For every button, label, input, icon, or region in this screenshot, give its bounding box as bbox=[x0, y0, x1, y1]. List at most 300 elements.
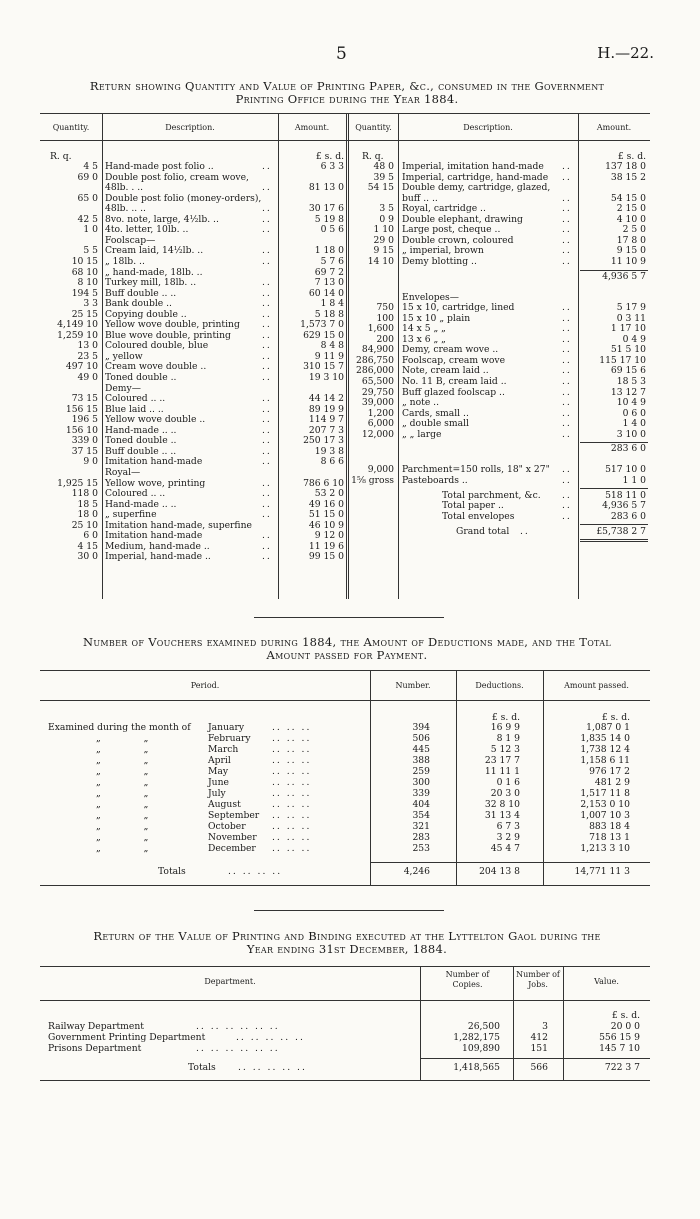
table1-header-description-right: Description. bbox=[463, 123, 513, 132]
row-quantity: 286,750 bbox=[356, 354, 394, 366]
row-leader-dots: .. .. .. .. .. .. bbox=[196, 1043, 280, 1054]
period-month: August bbox=[208, 799, 241, 810]
period-ditto: „ „ bbox=[96, 832, 169, 843]
row-amount: 0 6 0 bbox=[622, 407, 646, 419]
voucher-passed: 481 2 9 bbox=[594, 777, 630, 788]
row-description: Buff double .. .. bbox=[105, 287, 177, 299]
period-ditto: „ „ bbox=[96, 777, 169, 788]
table1-title-line2: Printing Office during the Year 1884. bbox=[235, 92, 459, 106]
row-quantity: 156 15 bbox=[65, 403, 98, 415]
row-amount: 99 15 0 bbox=[308, 551, 344, 563]
row-quantity: 42 5 bbox=[77, 213, 98, 225]
row-leader-dots: .. bbox=[262, 298, 272, 310]
row-description: Double crown, coloured bbox=[402, 234, 514, 246]
row-description: Hand-made post folio .. bbox=[105, 161, 214, 172]
row-description: Blue laid .. .. bbox=[105, 403, 164, 415]
total-amount: 4,936 5 7 bbox=[602, 500, 646, 512]
grand-total-rule bbox=[580, 539, 648, 542]
period-ditto: „ „ bbox=[96, 788, 169, 799]
row-leader-dots: .. .. .. .. .. bbox=[236, 1032, 305, 1043]
row-description: Double elephant, drawing bbox=[402, 213, 523, 225]
row-quantity: 4 5 bbox=[83, 161, 98, 172]
row-quantity: 4,149 10 bbox=[57, 319, 98, 331]
table1-header-quantity: Quantity. bbox=[52, 123, 90, 132]
row-description: Toned double .. bbox=[105, 372, 177, 383]
table2-header-number: Number. bbox=[395, 681, 431, 690]
row-leader-dots: .. bbox=[262, 340, 272, 352]
department-name: Railway Department bbox=[48, 1021, 144, 1032]
table1-header-amount: Amount. bbox=[294, 123, 330, 132]
period-ditto: „ „ bbox=[96, 744, 169, 755]
row-amount: 10 4 9 bbox=[616, 397, 646, 409]
row-description: Royal— bbox=[105, 466, 141, 478]
table2-header-period: Period. bbox=[190, 681, 220, 690]
table2-totals-row bbox=[0, 867, 700, 878]
row-description: 13 x 6 „ „ bbox=[402, 333, 446, 345]
right-table-row bbox=[0, 183, 700, 194]
row-quantity: 65 0 bbox=[77, 192, 98, 204]
row-leader-dots: .. bbox=[262, 308, 272, 320]
row-amount: 0 5 6 bbox=[320, 224, 344, 236]
row-description: Yellow wove double .. bbox=[105, 414, 206, 426]
unit-deductions: £ s. d. bbox=[491, 712, 520, 723]
department-name: Government Printing Department bbox=[48, 1032, 206, 1043]
row-description: Yellow wove, printing bbox=[105, 477, 206, 489]
row-quantity: 84,900 bbox=[361, 344, 394, 356]
row-amount: 49 16 0 bbox=[308, 498, 344, 510]
row-leader-dots: .. bbox=[262, 372, 272, 383]
row-leader-dots: .. bbox=[562, 255, 572, 267]
row-description: „ double small bbox=[402, 418, 469, 430]
table1-header-quantity-right: Quantity. bbox=[355, 123, 392, 132]
envelope-row bbox=[0, 335, 700, 346]
row-amount: 11 19 6 bbox=[308, 540, 344, 552]
row-description: „ note .. bbox=[402, 397, 440, 409]
envelope-subtotal: 283 6 0 bbox=[610, 443, 646, 455]
parchment-row bbox=[0, 465, 700, 476]
grand-total-amount: £5,738 2 7 bbox=[596, 526, 646, 538]
row-quantity: 1 0 bbox=[83, 224, 98, 236]
table2-bottom-rule bbox=[40, 885, 650, 886]
voucher-deductions: 5 12 3 bbox=[490, 744, 520, 755]
row-amount: 51 5 10 bbox=[610, 344, 646, 356]
row-description: Blue wove double, printing bbox=[105, 329, 231, 341]
row-amount: 0 4 9 bbox=[622, 333, 646, 345]
row-amount: 8 4 8 bbox=[320, 340, 344, 352]
row-leader-dots: .. bbox=[262, 287, 272, 299]
row-quantity: 5 5 bbox=[83, 245, 98, 257]
total-amount: 518 11 0 bbox=[605, 489, 646, 501]
row-description: „ 18lb. .. bbox=[105, 255, 145, 267]
row-quantity: 8 10 bbox=[77, 277, 98, 289]
row-leader-dots: .. bbox=[562, 302, 572, 314]
table3-bottom-rule bbox=[40, 1080, 650, 1081]
row-description: Demy blotting .. bbox=[402, 255, 477, 267]
row-quantity: 18 0 bbox=[77, 509, 98, 521]
subtotal-rule bbox=[580, 488, 648, 489]
period-prefix: Examined during the month of bbox=[48, 722, 191, 733]
paper-subtotal: 4,936 5 7 bbox=[602, 270, 646, 282]
row-amount: 13 12 7 bbox=[610, 386, 646, 398]
row-leader-dots: .. bbox=[262, 488, 272, 500]
row-quantity: 30 0 bbox=[77, 551, 98, 563]
row-description: „ imperial, brown bbox=[402, 245, 484, 257]
row-leader-dots: .. bbox=[562, 474, 572, 486]
row-description: 14 x 5 „ „ bbox=[402, 323, 446, 335]
department-copies: 26,500 bbox=[467, 1021, 500, 1032]
row-description: Imperial, imitation hand-made bbox=[402, 161, 544, 172]
row-quantity: 194 5 bbox=[71, 287, 98, 299]
right-table-row bbox=[0, 236, 700, 247]
row-quantity: 10 15 bbox=[71, 255, 98, 267]
row-description: Coloured .. .. bbox=[105, 393, 166, 405]
row-leader-dots: .. bbox=[262, 435, 272, 447]
row-quantity: 25 15 bbox=[71, 308, 98, 320]
row-amount: 1 18 0 bbox=[314, 245, 344, 257]
page-reference: H.—22. bbox=[597, 44, 654, 62]
table1-header-description: Description. bbox=[165, 123, 215, 132]
total-row bbox=[0, 498, 700, 512]
voucher-row bbox=[0, 844, 700, 855]
voucher-number: 259 bbox=[412, 766, 430, 777]
row-leader-dots: .. bbox=[562, 500, 572, 512]
table2-totals-passed: 14,771 11 3 bbox=[574, 866, 630, 877]
row-leader-dots: .. bbox=[262, 393, 272, 405]
envelope-row bbox=[0, 303, 700, 314]
envelope-row bbox=[0, 388, 700, 399]
period-ditto: „ „ bbox=[96, 733, 169, 744]
row-amount: 5 18 8 bbox=[314, 308, 344, 320]
row-amount: 0 3 11 bbox=[616, 312, 646, 324]
row-amount: 54 15 0 bbox=[610, 192, 646, 204]
row-leader-dots: .. bbox=[562, 224, 572, 236]
row-description: 48lb. .. .. bbox=[105, 203, 146, 215]
row-leader-dots: .. .. .. bbox=[272, 799, 312, 810]
table3-header-department: Department. bbox=[204, 977, 256, 986]
right-table-row bbox=[0, 204, 700, 215]
row-quantity: 69 0 bbox=[77, 171, 98, 183]
row-description: Pasteboards .. bbox=[402, 474, 468, 486]
table3-totals-copies: 1,418,565 bbox=[453, 1062, 500, 1073]
row-description: Cards, small .. bbox=[402, 407, 469, 419]
row-amount: 53 2 0 bbox=[314, 488, 344, 500]
department-value: 20 0 0 bbox=[610, 1021, 640, 1032]
row-leader-dots: .. .. .. bbox=[272, 821, 312, 832]
voucher-number: 300 bbox=[412, 777, 430, 788]
voucher-deductions: 3 2 9 bbox=[496, 832, 520, 843]
voucher-number: 253 bbox=[412, 843, 430, 854]
voucher-number: 394 bbox=[412, 722, 430, 733]
row-amount: 69 15 6 bbox=[610, 365, 646, 377]
row-description: Royal, cartridge .. bbox=[402, 203, 486, 215]
unit-quantity: R. q. bbox=[50, 151, 72, 162]
row-leader-dots: .. .. .. bbox=[272, 722, 312, 733]
department-jobs: 3 bbox=[542, 1021, 548, 1032]
row-leader-dots: .. bbox=[562, 428, 572, 440]
table2-totals-deductions: 204 13 8 bbox=[479, 866, 520, 877]
table1-header-amount-right: Amount. bbox=[596, 123, 632, 132]
row-amount: 2 5 0 bbox=[622, 224, 646, 236]
row-leader-dots: .. bbox=[262, 509, 272, 521]
row-quantity: 1,259 10 bbox=[57, 329, 98, 341]
voucher-deductions: 6 7 3 bbox=[496, 821, 520, 832]
row-amount: 9 12 0 bbox=[314, 530, 344, 542]
voucher-number: 354 bbox=[412, 810, 430, 821]
unit-amount: £ s. d. bbox=[315, 151, 344, 162]
row-amount: 1 4 0 bbox=[622, 418, 646, 430]
row-leader-dots: .. bbox=[262, 477, 272, 489]
row-description: Cream wove double .. bbox=[105, 361, 207, 373]
row-description: 15 x 10 „ plain bbox=[402, 312, 471, 324]
row-quantity: 29,750 bbox=[361, 386, 394, 398]
row-amount: 69 7 2 bbox=[314, 266, 344, 278]
row-amount: 5 7 6 bbox=[320, 255, 344, 267]
voucher-number: 404 bbox=[412, 799, 430, 810]
row-quantity: 6 0 bbox=[83, 530, 98, 542]
period-month: October bbox=[208, 821, 246, 832]
row-description: Imitation hand-made, superfine bbox=[105, 519, 252, 531]
row-description: Cream laid, 14½lb. .. bbox=[105, 245, 204, 257]
period-ditto: „ „ bbox=[96, 821, 169, 832]
voucher-deductions: 16 9 9 bbox=[490, 722, 520, 733]
voucher-deductions: 32 8 10 bbox=[484, 799, 520, 810]
table3-totals-row bbox=[0, 1063, 700, 1074]
right-table-row bbox=[0, 257, 700, 268]
envelope-row bbox=[0, 324, 700, 335]
row-description: Double demy, cartridge, glazed, bbox=[402, 182, 551, 194]
row-description: Hand-made .. .. bbox=[105, 424, 177, 436]
total-label: Total parchment, &c. bbox=[442, 489, 541, 501]
period-ditto: „ „ bbox=[96, 799, 169, 810]
row-description: Imitation hand-made bbox=[105, 456, 203, 468]
table3-header-value: Value. bbox=[594, 977, 619, 986]
row-leader-dots: .. bbox=[562, 161, 572, 172]
row-amount: 81 13 0 bbox=[308, 182, 344, 194]
table1-top-rule bbox=[40, 113, 650, 114]
voucher-passed: 976 17 2 bbox=[589, 766, 630, 777]
row-leader-dots: .. bbox=[562, 407, 572, 419]
row-quantity: 286,000 bbox=[356, 365, 394, 377]
envelope-row bbox=[0, 430, 700, 441]
row-amount: 1 8 4 bbox=[320, 298, 344, 310]
row-description: Demy, cream wove .. bbox=[402, 344, 499, 356]
envelope-row bbox=[0, 314, 700, 325]
unit-amount-right: £ s. d. bbox=[617, 151, 646, 162]
section-separator bbox=[254, 910, 444, 911]
row-amount: 19 3 10 bbox=[308, 372, 344, 383]
total-amount: 283 6 0 bbox=[610, 510, 646, 522]
row-quantity: 14 10 bbox=[367, 255, 394, 267]
row-leader-dots: .. bbox=[262, 182, 272, 194]
row-amount: 5 19 8 bbox=[314, 213, 344, 225]
row-amount: 51 15 0 bbox=[308, 509, 344, 521]
row-description: Hand-made .. .. bbox=[105, 498, 177, 510]
row-description: 8vo. note, large, 4½lb. .. bbox=[105, 213, 219, 225]
row-leader-dots: .. .. .. bbox=[272, 755, 312, 766]
envelope-row bbox=[0, 366, 700, 377]
department-value: 556 15 9 bbox=[599, 1032, 640, 1043]
voucher-passed: 1,835 14 0 bbox=[580, 733, 630, 744]
row-leader-dots: .. bbox=[262, 445, 272, 457]
right-table-row bbox=[0, 215, 700, 226]
row-description: „ superfine bbox=[105, 509, 157, 521]
row-leader-dots: .. bbox=[262, 361, 272, 373]
row-amount: 1,573 7 0 bbox=[300, 319, 344, 331]
row-leader-dots: .. bbox=[562, 234, 572, 246]
period-month: March bbox=[208, 744, 239, 755]
subtotal-rule bbox=[580, 524, 648, 525]
row-quantity: 13 0 bbox=[77, 340, 98, 352]
voucher-passed: 1,517 11 8 bbox=[580, 788, 630, 799]
row-amount: 310 15 7 bbox=[303, 361, 344, 373]
table2-title bbox=[40, 636, 654, 662]
page-number: 5 bbox=[336, 44, 347, 64]
row-quantity: 3 5 bbox=[379, 203, 394, 215]
envelope-row bbox=[0, 345, 700, 356]
row-leader-dots: .. bbox=[520, 526, 530, 538]
row-leader-dots: .. bbox=[562, 344, 572, 356]
row-amount: 30 17 6 bbox=[308, 203, 344, 215]
period-ditto: „ „ bbox=[96, 810, 169, 821]
row-description: Note, cream laid .. bbox=[402, 365, 489, 377]
department-copies: 109,890 bbox=[462, 1043, 500, 1054]
row-description: Foolscap— bbox=[105, 234, 156, 246]
row-quantity: 196 5 bbox=[71, 414, 98, 426]
row-leader-dots: .. bbox=[562, 171, 572, 183]
table2-title-line2: Amount passed for Payment. bbox=[266, 648, 428, 662]
row-leader-dots: .. bbox=[262, 424, 272, 436]
row-amount: 1 17 10 bbox=[610, 323, 646, 335]
voucher-passed: 1,213 3 10 bbox=[580, 843, 630, 854]
row-description: Turkey mill, 18lb. .. bbox=[105, 277, 197, 289]
row-quantity: 6,000 bbox=[367, 418, 394, 430]
row-amount: 11 10 9 bbox=[610, 255, 646, 267]
row-description: Coloured double, blue bbox=[105, 340, 209, 352]
row-amount: 250 17 3 bbox=[303, 435, 344, 447]
envelopes-label: Envelopes— bbox=[402, 291, 459, 303]
row-amount: 60 14 0 bbox=[308, 287, 344, 299]
row-leader-dots: .. bbox=[262, 213, 272, 225]
row-description: Double post folio, cream wove, bbox=[105, 171, 249, 183]
table2-totals-number: 4,246 bbox=[403, 866, 430, 877]
voucher-deductions: 31 13 4 bbox=[484, 810, 520, 821]
period-month: January bbox=[208, 722, 245, 733]
row-leader-dots: .. bbox=[262, 245, 272, 257]
row-quantity: 1⅝ gross bbox=[351, 474, 394, 486]
row-quantity: 1,600 bbox=[367, 323, 394, 335]
row-amount: 114 9 7 bbox=[308, 414, 344, 426]
voucher-deductions: 8 1 9 bbox=[496, 733, 520, 744]
row-leader-dots: .. bbox=[262, 203, 272, 215]
right-table-row bbox=[0, 194, 700, 205]
voucher-deductions: 11 11 1 bbox=[484, 766, 520, 777]
row-description: Buff double .. .. bbox=[105, 445, 177, 457]
right-table-row bbox=[0, 246, 700, 257]
table3-totals-jobs: 566 bbox=[530, 1062, 548, 1073]
period-month: April bbox=[208, 755, 231, 766]
row-leader-dots: .. .. .. .. .. .. bbox=[196, 1021, 280, 1032]
table3-title bbox=[40, 930, 654, 956]
row-description: Toned double .. bbox=[105, 435, 177, 447]
row-leader-dots: .. bbox=[562, 376, 572, 387]
row-quantity: 497 10 bbox=[65, 361, 98, 373]
row-quantity: 54 15 bbox=[367, 182, 394, 194]
row-description: Imperial, hand-made .. bbox=[105, 551, 211, 563]
period-month: September bbox=[208, 810, 260, 821]
table2-total-rule bbox=[370, 862, 650, 863]
row-quantity: 4 15 bbox=[77, 540, 98, 552]
row-leader-dots: .. bbox=[262, 255, 272, 267]
row-description: „ „ large bbox=[402, 428, 442, 440]
row-leader-dots: .. .. .. bbox=[272, 843, 312, 854]
table2-totals-label: Totals bbox=[158, 866, 186, 877]
row-quantity: 18 5 bbox=[77, 498, 98, 510]
voucher-passed: 718 13 1 bbox=[589, 832, 630, 843]
row-quantity: 25 10 bbox=[71, 519, 98, 531]
row-leader-dots: .. bbox=[262, 498, 272, 510]
voucher-passed: 2,153 0 10 bbox=[580, 799, 630, 810]
row-leader-dots: .. .. .. bbox=[272, 777, 312, 788]
row-description: „ hand-made, 18lb. .. bbox=[105, 266, 203, 278]
row-quantity: 200 bbox=[376, 333, 394, 345]
row-quantity: 1,200 bbox=[367, 407, 394, 419]
envelope-row bbox=[0, 419, 700, 430]
row-leader-dots: .. .. .. bbox=[272, 733, 312, 744]
row-amount: 19 3 8 bbox=[314, 445, 344, 457]
row-amount: 9 15 0 bbox=[616, 245, 646, 257]
voucher-deductions: 23 17 7 bbox=[484, 755, 520, 766]
row-amount: 517 10 0 bbox=[605, 464, 646, 476]
row-description: Yellow wove double, printing bbox=[105, 319, 240, 331]
row-quantity: 29 0 bbox=[373, 234, 394, 246]
row-quantity: 9 15 bbox=[373, 245, 394, 257]
row-description: Double post folio (money-orders), bbox=[105, 192, 262, 204]
voucher-deductions: 45 4 7 bbox=[490, 843, 520, 854]
table3-header-jobs: Number of Jobs. bbox=[516, 970, 560, 989]
right-table-row bbox=[0, 162, 700, 173]
row-leader-dots: .. .. .. bbox=[272, 788, 312, 799]
row-leader-dots: .. bbox=[262, 540, 272, 552]
row-amount: 7 13 0 bbox=[314, 277, 344, 289]
row-quantity: 73 15 bbox=[71, 393, 98, 405]
table2-header-rule bbox=[40, 700, 650, 701]
envelope-row bbox=[0, 409, 700, 420]
row-leader-dots: .. bbox=[262, 350, 272, 362]
row-amount: 4 10 0 bbox=[616, 213, 646, 225]
department-value: 145 7 10 bbox=[599, 1043, 640, 1054]
voucher-passed: 1,007 10 3 bbox=[580, 810, 630, 821]
period-month: November bbox=[208, 832, 257, 843]
period-ditto: „ „ bbox=[96, 843, 169, 854]
row-leader-dots: .. bbox=[562, 213, 572, 225]
row-amount: 18 5 3 bbox=[616, 376, 646, 387]
grand-total-label: Grand total bbox=[456, 526, 510, 538]
total-row bbox=[0, 509, 700, 523]
row-quantity: 3 3 bbox=[83, 298, 98, 310]
voucher-number: 321 bbox=[412, 821, 430, 832]
row-quantity: 9,000 bbox=[367, 464, 394, 476]
voucher-deductions: 20 3 0 bbox=[490, 788, 520, 799]
row-leader-dots: .. bbox=[562, 365, 572, 377]
row-amount: 3 10 0 bbox=[616, 428, 646, 440]
row-amount: 1 1 0 bbox=[622, 474, 646, 486]
envelope-subtotal-row bbox=[0, 444, 700, 455]
row-description: Demy— bbox=[105, 382, 141, 394]
row-quantity: 49 0 bbox=[77, 372, 98, 383]
row-leader-dots: .. bbox=[262, 161, 272, 172]
voucher-number: 388 bbox=[412, 755, 430, 766]
row-description: Parchment=150 rolls, 18" x 27" bbox=[402, 464, 550, 476]
